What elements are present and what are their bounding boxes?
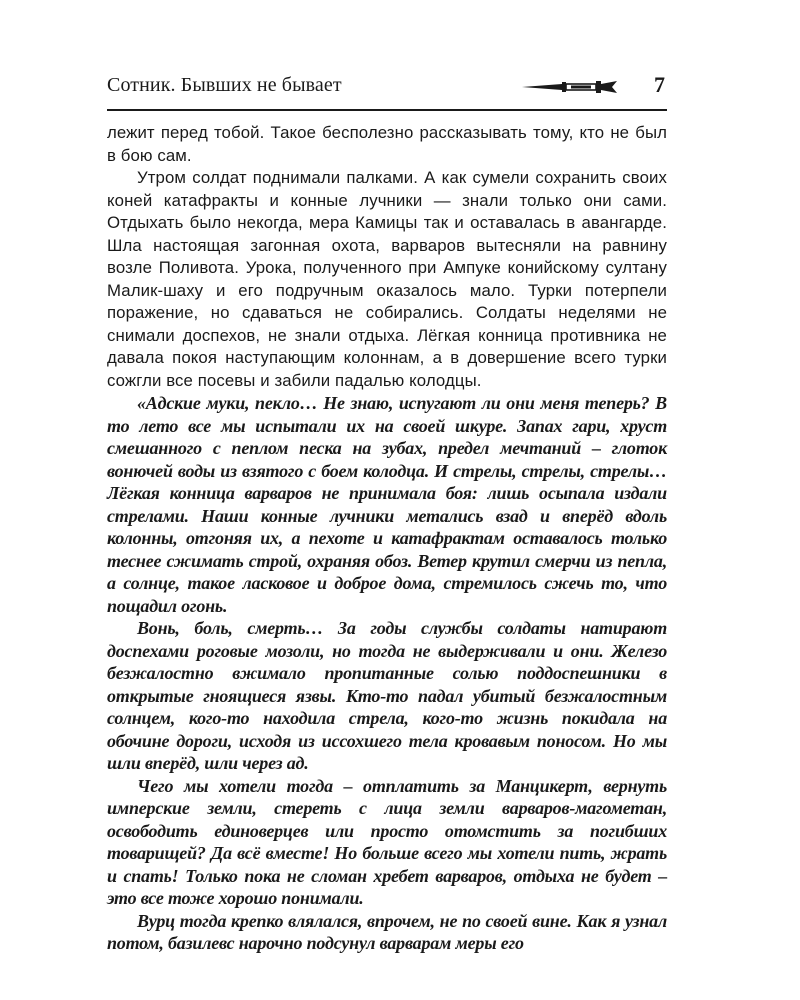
page-number: 7 (654, 72, 665, 97)
paragraph: Утром солдат поднимали палками. А как сумели сохранить своих коней катафракты и конные лучники — знали только они сами. Отдыхать было некогда, мера Камицы так и оставалась в авангарде. Шла настоящая загонная охота, варваров вытесняли на равнину возле Поливота. Урока, полученного при Ампуке конийскому султану Малик-шаху и его подручным оказалось мало. Турки потерпели поражение, но сдаваться не собирались. Солдаты неделями не снимали доспехов, не знали отдыха. Лёгкая конница противника не давала покоя наступающим колоннам, а в довершение всего турки сожгли все посевы и забили падалью колодцы. (107, 168, 667, 390)
running-title: Сотник. Бывших не бывает (107, 74, 342, 96)
header-rule (107, 109, 667, 111)
paragraph: «Адские муки, пекло… Не знаю, испугают ли они меня теперь? В то лето все мы испытали их на своей шкуре. Запах гари, хруст смешанного с пеплом песка на зубах, предел мечтаний – глоток вонючей воды из взятого с боем колодца. И стрелы, стрелы, стрелы… Лёгкая конница варваров не принимала боя: лишь осыпала издали стрелами. Наши конные лучники метались взад и вперёд вдоль колонны, отгоняя их, а пехоте и катафрактам оставалось только теснее сжимать строй, охраняя обоз. Ветер крутил смерчи из пепла, а солнце, такое ласковое и доброе дома, стремилось сжечь то, что пощадил огонь. (107, 393, 667, 616)
paragraph: Вурц тогда крепко влялался, впрочем, не по своей вине. Как я узнал потом, базилевс нарочно подсунул варварам меры его (107, 910, 667, 953)
paragraph: лежит перед тобой. Такое бесполезно рассказывать тому, кто не был в бою сам. (107, 123, 667, 165)
body-text (107, 122, 667, 955)
page-header (107, 66, 667, 104)
paragraph: Вонь, боль, смерть… За годы службы солдаты натирают доспехами роговые мозоли, но тогда не выдерживали и они. Железо безжалостно вжимало пропитанные солью поддоспешники в открытые гноящиеся язвы. Кто-то падал убитый безжалостным солнцем, кого-то находила стрела, кого-то жизнь покидала на обочине дороги, исходя из иссохшего тела кровавым поносом. Но мы шли вперёд, шли через ад. (107, 618, 667, 773)
paragraph: Чего мы хотели тогда – отплатить за Манцикерт, вернуть имперские земли, стереть с лица земли варваров-магометан, освободить единоверцев или просто отомстить за погибших товарищей? Да всё вместе! Но больше всего мы хотели пить, жрать и спать! Только пока не сломан хребет варваров, отдыха не будет – это все тоже хорошо понимали. (107, 775, 667, 908)
sword-icon (522, 79, 619, 95)
